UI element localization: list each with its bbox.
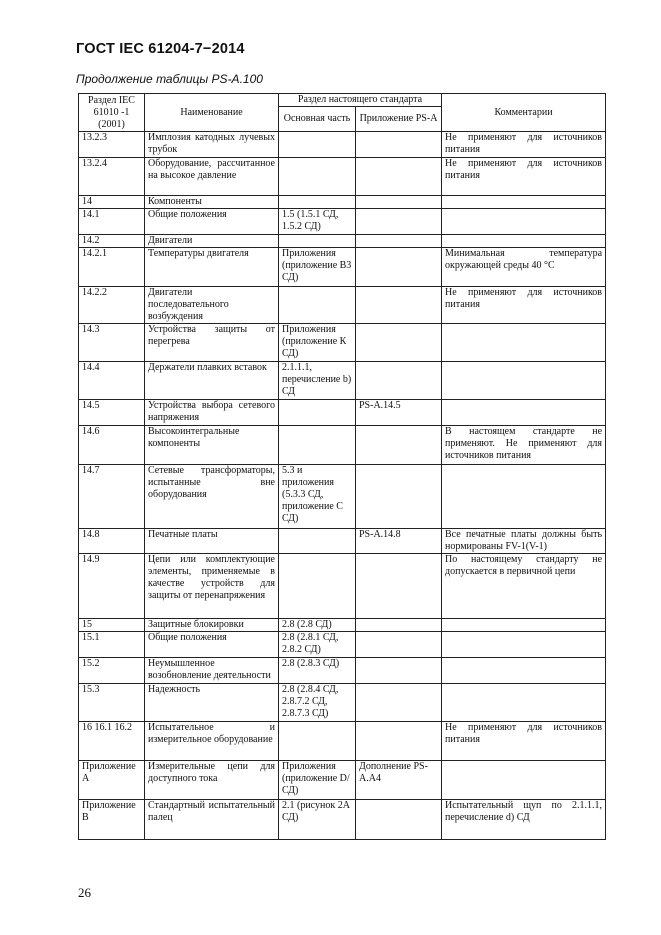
cell-section: 14.4 [79, 362, 145, 400]
cell-appendix [356, 619, 442, 632]
table-row [79, 400, 606, 426]
table-row [79, 209, 606, 235]
cell-comment: Не применяют для источников питания [442, 287, 606, 324]
cell-name: Двигатели последовательного возбуждения [145, 287, 279, 324]
cell-comment [442, 196, 606, 209]
cell-section: 14.9 [79, 554, 145, 619]
cell-main [279, 426, 356, 465]
cell-appendix [356, 209, 442, 235]
cell-section: 13.2.4 [79, 158, 145, 196]
cell-section: 14.1 [79, 209, 145, 235]
cell-section: 14.5 [79, 400, 145, 426]
cell-appendix [356, 554, 442, 619]
cell-main: 2.8 (2.8.1 СД, 2.8.2 СД) [279, 632, 356, 658]
cell-main: 2.1.1.1, перечисление b) СД [279, 362, 356, 400]
cell-comment: Не применяют для источников питания [442, 722, 606, 761]
header-name: Наименование [145, 94, 279, 132]
cell-appendix [356, 684, 442, 722]
cell-appendix: PS-A.14.5 [356, 400, 442, 426]
table-row [79, 800, 606, 840]
page-number: 26 [78, 885, 91, 900]
table-row [79, 235, 606, 248]
cell-section: 14.6 [79, 426, 145, 465]
cell-comment: В настоящем стандарте не применяют. Не применяют для источников питания [442, 426, 606, 465]
header-comments: Комментарии [442, 94, 606, 132]
cell-main [279, 235, 356, 248]
cell-name: Устройства защиты от перегрева [145, 324, 279, 362]
cell-section: Приложение А [79, 761, 145, 800]
cell-comment [442, 684, 606, 722]
ps-a-100-table [78, 93, 606, 840]
cell-main: 1.5 (1.5.1 СД, 1.5.2 СД) [279, 209, 356, 235]
cell-appendix [356, 248, 442, 287]
cell-section: 14.8 [79, 529, 145, 554]
table-row [79, 632, 606, 658]
cell-name: Защитные блокировки [145, 619, 279, 632]
cell-comment: Минимальная температура окружающей среды 40 °С [442, 248, 606, 287]
cell-name: Держатели плавких вставок [145, 362, 279, 400]
cell-comment: Испытательный щуп по 2.1.1.1, перечисление d) СД [442, 800, 606, 840]
cell-appendix [356, 362, 442, 400]
cell-comment [442, 235, 606, 248]
cell-name: Температуры двигателя [145, 248, 279, 287]
cell-comment [442, 465, 606, 529]
cell-appendix [356, 287, 442, 324]
table-row [79, 554, 606, 619]
cell-comment: По настоящему стандарту не допускается в первичной цепи [442, 554, 606, 619]
cell-comment: Все печатные платы должны быть нормированы FV-1(V-1) [442, 529, 606, 554]
table-row [79, 658, 606, 684]
cell-name: Стандартный испытательный палец [145, 800, 279, 840]
table-row [79, 132, 606, 158]
cell-name: Общие положения [145, 632, 279, 658]
cell-section: Приложение В [79, 800, 145, 840]
cell-main: 5.3 и приложения (5.3.3 СД, приложение С СД) [279, 465, 356, 529]
table-continuation-caption: Продолжение таблицы PS-A.100 [76, 72, 263, 86]
table-row [79, 362, 606, 400]
cell-name: Устройства выбора сетевого напряжения [145, 400, 279, 426]
cell-name: Имплозия катодных лучевых трубок [145, 132, 279, 158]
cell-comment [442, 400, 606, 426]
table-row [79, 619, 606, 632]
cell-name: Измерительные цепи для доступного тока [145, 761, 279, 800]
cell-comment [442, 632, 606, 658]
cell-appendix [356, 465, 442, 529]
cell-section: 14 [79, 196, 145, 209]
cell-comment [442, 619, 606, 632]
cell-main: Приложения (приложение К СД) [279, 324, 356, 362]
cell-appendix [356, 158, 442, 196]
cell-main [279, 158, 356, 196]
cell-appendix: Дополнение PS-A.A4 [356, 761, 442, 800]
document-title: ГОСТ IEC 61204-7−2014 [76, 41, 245, 57]
cell-name: Цепи или комплектующие элементы, применяемые в качестве устройств для защиты от перенапряжения [145, 554, 279, 619]
cell-main: 2.8 (2.8 СД) [279, 619, 356, 632]
cell-name: Надежность [145, 684, 279, 722]
cell-name: Сетевые трансформаторы, испытанные вне оборудования [145, 465, 279, 529]
cell-comment [442, 761, 606, 800]
cell-section: 14.2.1 [79, 248, 145, 287]
cell-section: 14.2.2 [79, 287, 145, 324]
cell-name: Двигатели [145, 235, 279, 248]
cell-comment: Не применяют для источников питания [442, 132, 606, 158]
cell-appendix [356, 800, 442, 840]
cell-name: Неумышленное возобновление деятельности [145, 658, 279, 684]
cell-appendix [356, 722, 442, 761]
cell-main [279, 554, 356, 619]
cell-main: Приложения (приложение В3 СД) [279, 248, 356, 287]
cell-name: Печатные платы [145, 529, 279, 554]
cell-section: 15.1 [79, 632, 145, 658]
cell-section: 13.2.3 [79, 132, 145, 158]
cell-main [279, 529, 356, 554]
table-row [79, 684, 606, 722]
cell-name: Оборудование, рассчитанное на высокое давление [145, 158, 279, 196]
cell-section: 14.7 [79, 465, 145, 529]
cell-comment [442, 209, 606, 235]
cell-comment [442, 658, 606, 684]
table-row [79, 196, 606, 209]
cell-section: 14.2 [79, 235, 145, 248]
cell-main [279, 400, 356, 426]
table-row [79, 722, 606, 761]
cell-name: Общие положения [145, 209, 279, 235]
cell-appendix [356, 235, 442, 248]
header-section-iec: Раздел IEC 61010 -1 (2001) [79, 94, 145, 132]
cell-section: 15.2 [79, 658, 145, 684]
table-row [79, 158, 606, 196]
cell-main: Приложения (приложение D/СД) [279, 761, 356, 800]
cell-main: 2.8 (2.8.3 СД) [279, 658, 356, 684]
cell-section: 16 16.1 16.2 [79, 722, 145, 761]
table-row [79, 324, 606, 362]
table-row [79, 248, 606, 287]
cell-main: 2.8 (2.8.4 СД, 2.8.7.2 СД, 2.8.7.3 СД) [279, 684, 356, 722]
header-main-part: Основная часть [279, 107, 356, 132]
header-appendix-ps-a: Приложение PS-A [356, 107, 442, 132]
header-standard-section: Раздел настоящего стандарта [279, 94, 442, 107]
table-row [79, 761, 606, 800]
cell-appendix: PS-A.14.8 [356, 529, 442, 554]
table-row [79, 465, 606, 529]
table-row [79, 529, 606, 554]
table-row [79, 426, 606, 465]
cell-main: 2.1 (рисунок 2А СД) [279, 800, 356, 840]
cell-main [279, 722, 356, 761]
cell-section: 15 [79, 619, 145, 632]
cell-name: Компоненты [145, 196, 279, 209]
cell-appendix [356, 132, 442, 158]
cell-name: Высокоинтегральные компоненты [145, 426, 279, 465]
cell-comment [442, 324, 606, 362]
cell-section: 14.3 [79, 324, 145, 362]
cell-appendix [356, 426, 442, 465]
cell-main [279, 132, 356, 158]
cell-main [279, 196, 356, 209]
cell-appendix [356, 324, 442, 362]
table-row [79, 287, 606, 324]
cell-comment: Не применяют для источников питания [442, 158, 606, 196]
cell-section: 15.3 [79, 684, 145, 722]
cell-name: Испытательное и измерительное оборудование [145, 722, 279, 761]
cell-appendix [356, 658, 442, 684]
cell-comment [442, 362, 606, 400]
cell-appendix [356, 632, 442, 658]
cell-appendix [356, 196, 442, 209]
cell-main [279, 287, 356, 324]
